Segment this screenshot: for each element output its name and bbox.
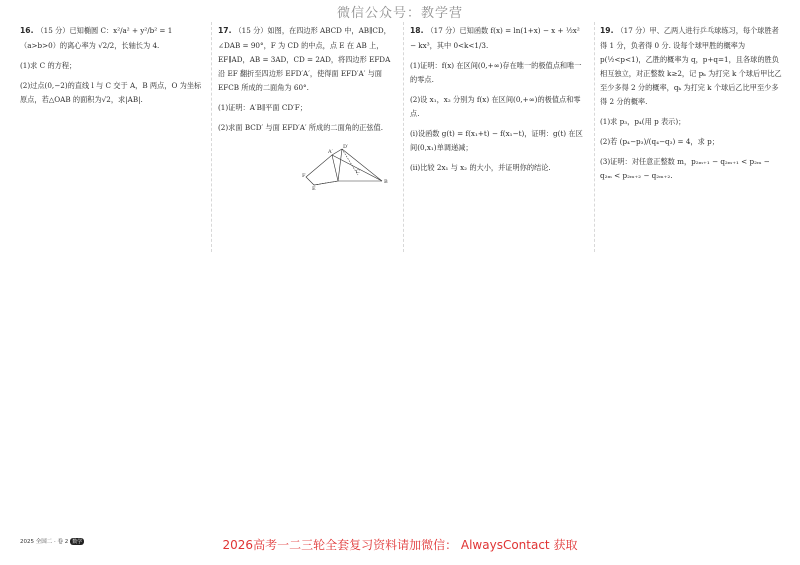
q18-part2i: (i)设函数 g(t) = f(x₁+t) − f(x₁−t)，证明：g(t) 在区间(0,x₁)单调递减； xyxy=(410,128,583,152)
q16-part1: (1)求 C 的方程； xyxy=(20,60,77,70)
label-d1: D′ xyxy=(343,143,349,150)
label-f: F xyxy=(302,172,306,179)
q18-part2: (2)设 x₁，x₂ 分别为 f(x) 在区间(0,+∞)的极值点和零点. xyxy=(410,94,581,118)
q17-stem: 17. （15 分）如图，在四边形 ABCD 中，AB∥CD，∠DAB = 90°，F 为 CD 的中点，点 E 在 AB 上，EF∥AD，AB = 3AD，CD = 2AD，将四边形 EFDA 沿 EF 翻折至四边形 EFD′A′，使得面 EFD′A′ 与面 EFCB 所成的二面角为 60°. xyxy=(218,26,391,92)
subject-badge: 数学 xyxy=(72,538,83,545)
q19-stem: 19. （17 分）甲、乙两人进行乒乓球练习，每个球胜者得 1 分，负者得 0 分. 设每个球甲胜的概率为 p(½<p<1)，乙胜的概率为 q，p+q=1，且各球的胜负相互独立，对正整数 k≥2，记 pₖ 为打完 k 个球后甲比乙至少多得 2 分的概率，qₖ 为打完 k 个球后乙比甲至少多得 2 分的概率. xyxy=(600,26,782,106)
q19-part1: (1)求 p₃，p₄(用 p 表示)； xyxy=(600,116,686,126)
column-divider xyxy=(594,22,595,252)
exam-label: 2025 全国二 · 卷 2 xyxy=(20,539,69,545)
q18-part2ii: (ii)比较 2x₁ 与 x₂ 的大小，并证明你的结论. xyxy=(410,163,551,173)
label-a1: A′ xyxy=(328,148,333,155)
label-b: B xyxy=(384,178,388,185)
q18-part1: (1)证明：f(x) 在区间(0,+∞)存在唯一的极值点和唯一的零点. xyxy=(410,60,582,84)
q19-part3: (3)证明：对任意正整数 m，p₂ₘ₊₁ − q₂ₘ₊₁ < p₂ₘ − q₂ₘ < p₂ₘ₊₂ − q₂ₘ₊₂. xyxy=(600,157,770,181)
q16-part2: (2)过点(0,−2)的直线 l 与 C 交于 A，B 两点，O 为坐标原点，若△OAB 的面积为√2，求|AB|. xyxy=(20,80,202,104)
q16-stem: 16. （15 分）已知椭圆 C：x²/a² + y²/b² = 1（a>b>0）的离心率为 √2/2，长轴长为 4. xyxy=(20,26,173,50)
question-18 xyxy=(410,24,588,181)
question-17 xyxy=(218,24,396,196)
question-19 xyxy=(600,24,782,189)
q17-figure xyxy=(302,141,396,196)
label-e: E xyxy=(312,185,316,191)
column-divider xyxy=(211,22,212,252)
q18-stem: 18. （17 分）已知函数 f(x) = ln(1+x) − x + ½x² − kx³，其中 0<k<1/3. xyxy=(410,26,580,50)
q17-part2: (2)求面 BCD′ 与面 EFD′A′ 所成的二面角的正弦值. xyxy=(218,122,383,132)
label-c: C xyxy=(356,168,360,175)
folded-quadrilateral-diagram xyxy=(302,141,392,191)
q19-part2: (2)若 (p₄−p₃)/(q₄−q₃) = 4，求 p； xyxy=(600,136,719,146)
column-divider xyxy=(403,22,404,252)
q17-part1: (1)证明：A′B∥平面 CD′F； xyxy=(218,102,307,112)
top-watermark: 微信公众号：教学营 xyxy=(336,6,463,21)
question-16 xyxy=(20,24,203,113)
bottom-watermark: 2026高考一二三轮全套复习资料请加微信： AlwaysContact 获取 xyxy=(222,538,578,552)
